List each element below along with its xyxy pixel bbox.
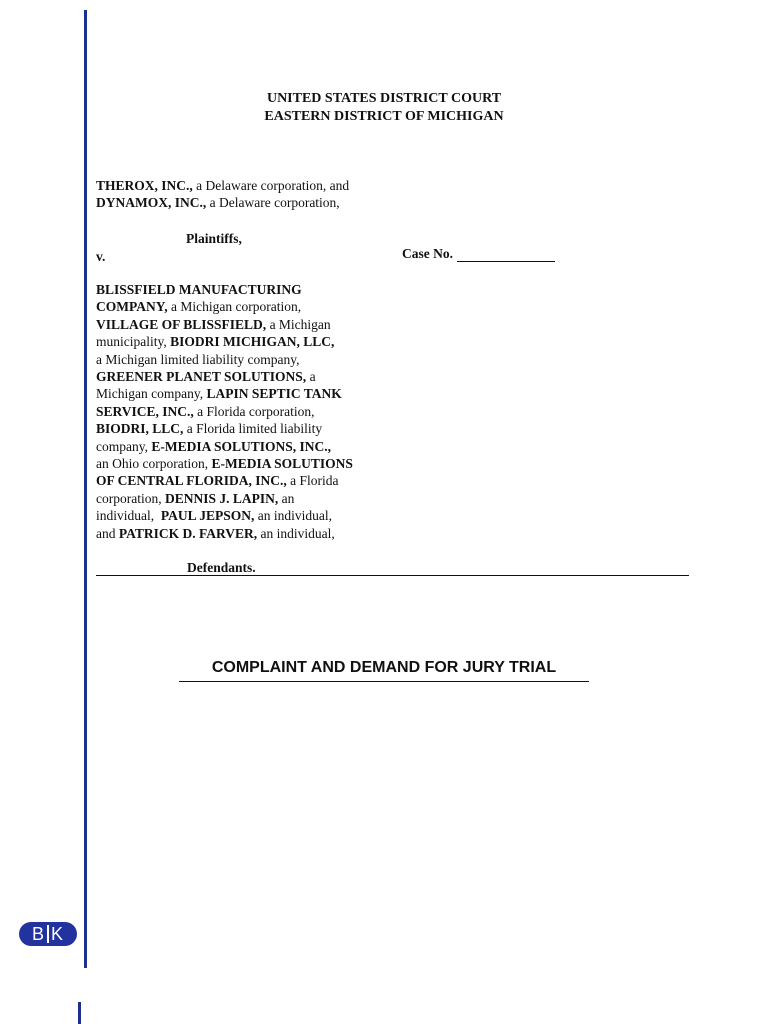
party-name: BLISSFIELD MANUFACTURING [96, 282, 302, 297]
party-description: an Ohio corporation, [96, 456, 212, 472]
defendant-line [96, 403, 353, 420]
party-description: a [306, 369, 316, 385]
left-margin-rule [84, 10, 87, 968]
party-description: a Michigan [266, 316, 331, 332]
versus-label: v. [96, 249, 106, 264]
party-name: E-MEDIA SOLUTIONS, INC., [151, 438, 332, 454]
party-name: COMPANY, [96, 299, 168, 315]
party-name: E-MEDIA SOLUTIONS [211, 456, 353, 472]
defendant-line [96, 351, 353, 368]
party-description: a Delaware corporation, and [192, 178, 350, 193]
party-description: and [96, 525, 119, 541]
party-name: OF CENTRAL FLORIDA, INC., [96, 473, 287, 489]
logo-letter-b: B [31, 923, 45, 944]
party-description: corporation, [96, 490, 165, 506]
defendant-line [96, 472, 353, 489]
plaintiff-line [96, 194, 349, 211]
party-description: a Michigan corporation, [167, 299, 302, 315]
defendant-line [96, 420, 353, 437]
logo-separator [47, 925, 49, 943]
defendant-line [96, 385, 353, 402]
party-name: GREENER PLANET SOLUTIONS, [96, 369, 307, 385]
defendant-line [96, 525, 353, 542]
defendant-line [96, 298, 353, 315]
logo-letter-k: K [51, 923, 65, 944]
defendants-label: Defendants. [187, 560, 256, 575]
party-description: company, [96, 438, 152, 454]
plaintiffs-label: Plaintiffs, [186, 231, 242, 246]
case-number [402, 246, 555, 262]
document-title: COMPLAINT AND DEMAND FOR JURY TRIAL [179, 659, 589, 682]
defendant-line [96, 333, 353, 350]
defendant-line [96, 490, 353, 507]
party-description: municipality, [96, 334, 171, 350]
defendant-line [96, 455, 353, 472]
party-description: an individual, [257, 525, 335, 541]
party-description: an [278, 490, 295, 506]
defendant-line [96, 438, 353, 455]
party-description: a Michigan limited liability company, [96, 351, 300, 367]
plaintiffs-caption [96, 177, 349, 212]
firm-logo [19, 922, 77, 946]
party-name: DENNIS J. LAPIN, [164, 490, 279, 506]
party-description: Michigan company, [96, 386, 207, 402]
party-name: BIODRI, LLC, [96, 421, 184, 437]
plaintiff-line [96, 177, 349, 194]
party-name: THEROX, INC., [96, 178, 193, 193]
defendant-line [96, 316, 353, 333]
party-name: BIODRI MICHIGAN, LLC, [170, 334, 335, 350]
party-description: a Florida [286, 473, 339, 489]
party-name: SERVICE, INC., [96, 403, 194, 419]
court-heading [0, 90, 768, 126]
case-number-blank [457, 248, 555, 262]
party-name: PAUL JEPSON, [160, 508, 255, 524]
defendant-line [96, 507, 353, 524]
party-name: DYNAMOX, INC., [96, 195, 207, 211]
party-description: an individual, [254, 508, 333, 524]
left-margin-rule-bottom [78, 1002, 81, 1024]
caption-divider [96, 575, 689, 576]
court-district: EASTERN DISTRICT OF MICHIGAN [264, 109, 504, 124]
party-name: VILLAGE OF BLISSFIELD, [96, 316, 267, 332]
party-description: a Florida corporation, [193, 403, 315, 419]
party-description: individual, [96, 508, 161, 524]
court-name: UNITED STATES DISTRICT COURT [266, 91, 502, 106]
party-description: a Florida limited liability [183, 421, 323, 437]
party-description: a Delaware corporation, [206, 195, 340, 211]
case-number-label: Case No. [402, 246, 453, 261]
party-name: PATRICK D. FARVER, [118, 525, 258, 541]
defendants-caption [96, 281, 353, 542]
defendant-line [96, 281, 353, 298]
party-name: LAPIN SEPTIC TANK [206, 386, 342, 402]
defendant-line [96, 368, 353, 385]
